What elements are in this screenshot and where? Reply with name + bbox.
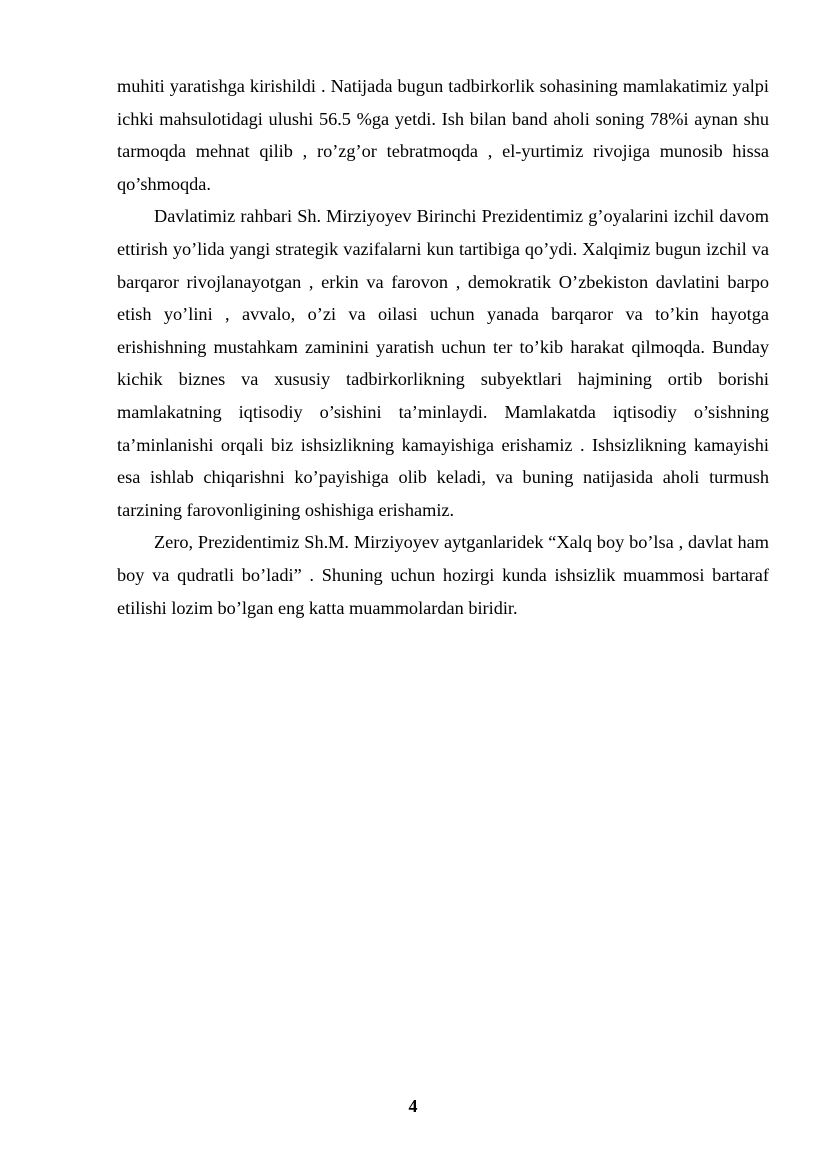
document-body (117, 70, 769, 624)
page-number: 4 (408, 1096, 418, 1116)
paragraph-2: Davlatimiz rahbari Sh. Mirziyoyev Birinchi Prezidentimiz g’oyalarini izchil davom ettirish yo’lida yangi strategik vazifalarni kun tartibiga qo’ydi. Xalqimiz bugun izchil va barqaror rivojlanayotgan , erkin va farovon , demokratik O’zbekiston davlatini barpo etish yo’lini , avvalo, o’zi va oilasi uchun yanada barqaror va to’kin hayotga erishishning mustahkam zaminini yaratish uchun ter to’kib harakat qilmoqda. Bunday kichik biznes va xususiy tadbirkorlikning subyektlari hajmining ortib borishi mamlakatning iqtisodiy o’sishini ta’minlaydi. Mamlakatda iqtisodiy o’sishning ta’minlanishi orqali biz ishsizlikning kamayishiga erishamiz . Ishsizlikning kamayishi esa ishlab chiqarishni ko’payishiga olib keladi, va buning natijasida aholi turmush tarzining farovonligining oshishiga erishamiz. (117, 206, 769, 520)
paragraph-3: Zero, Prezidentimiz Sh.M. Mirziyoyev aytganlaridek “Xalq boy bo’lsa , davlat ham boy va qudratli bo’ladi” . Shuning uchun hozirgi kunda ishsizlik muammosi bartaraf etilishi lozim bo’lgan eng katta muammolardan biridir. (117, 532, 769, 618)
paragraph-1: muhiti yaratishga kirishildi . Natijada bugun tadbirkorlik sohasining mamlakatimiz yalpi ichki mahsulotidagi ulushi 56.5 %ga yetdi. Ish bilan band aholi soning 78%i aynan shu tarmoqda mehnat qilib , ro’zg’or tebratmoqda , el-yurtimiz rivojiga munosib hissa qo’shmoqda. (117, 76, 769, 194)
